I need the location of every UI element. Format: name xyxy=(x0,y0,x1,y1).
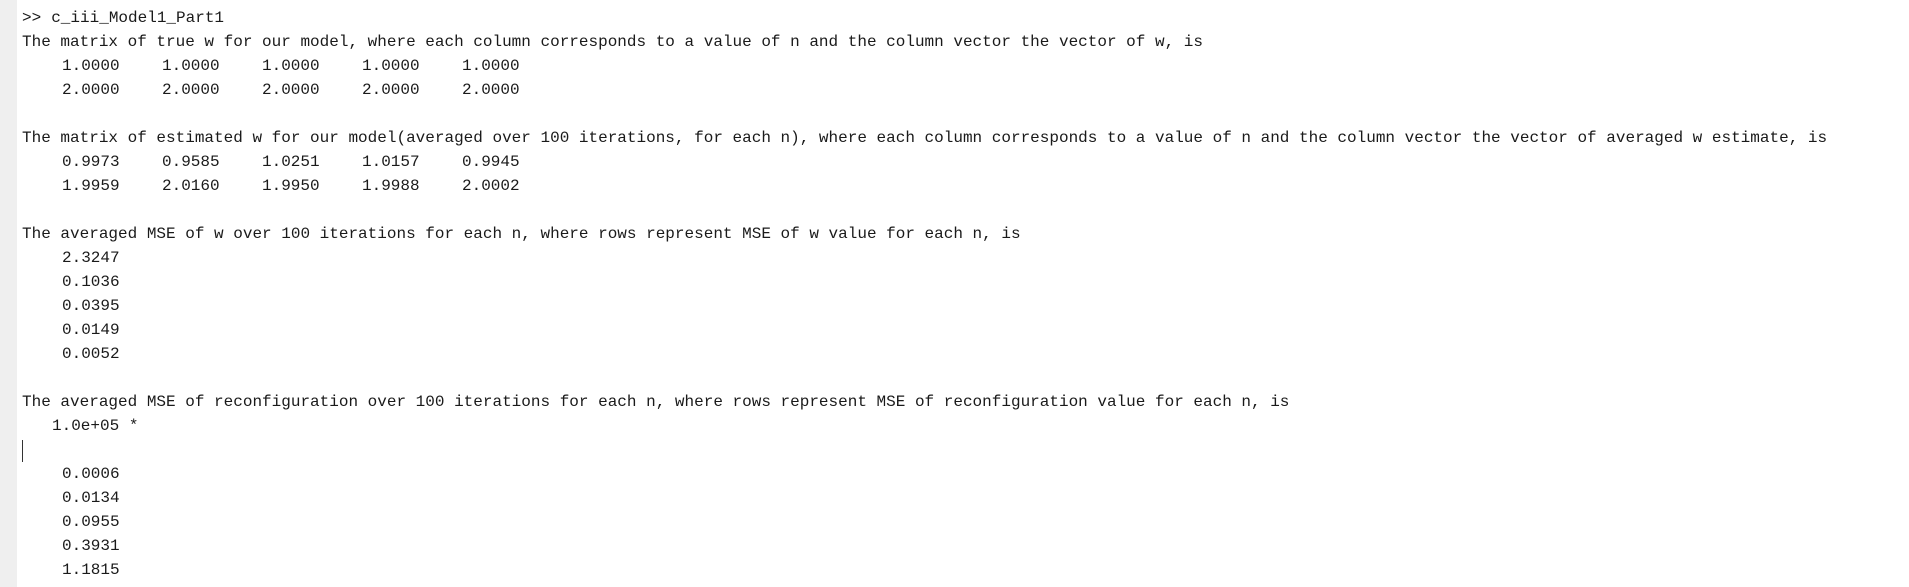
matrix-cell: 1.0000 xyxy=(262,57,320,75)
matrix-cell: 2.0002 xyxy=(462,177,520,195)
caret-line xyxy=(22,438,1909,462)
matrix-cell: 0.9585 xyxy=(162,153,220,171)
prompt-symbol: >> xyxy=(22,9,42,27)
matrix-cell: 2.0000 xyxy=(262,81,320,99)
mse-reconfig-value: 0.3931 xyxy=(62,537,120,555)
estimated-w-row-2 xyxy=(22,174,1909,198)
mse-reconfig-description: The averaged MSE of reconfiguration over 100 iterations for each n, where rows represent MSE of reconfiguration value for each n, is xyxy=(22,393,1290,411)
blank-line xyxy=(22,102,1909,126)
true-w-row-2 xyxy=(22,78,1909,102)
matrix-cell: 1.0000 xyxy=(462,57,520,75)
estimated-w-description: The matrix of estimated w for our model(averaged over 100 iterations, for each n), where each column corresponds to a value of n and the column vector the vector of averaged w estimate, is xyxy=(22,129,1828,147)
mse-reconfig-value: 0.0006 xyxy=(62,465,120,483)
matrix-cell: 1.0157 xyxy=(362,153,420,171)
true-w-row-1 xyxy=(22,54,1909,78)
matrix-cell: 1.9959 xyxy=(62,177,120,195)
mse-reconfig-value: 0.0134 xyxy=(62,489,120,507)
mse-w-value: 0.0395 xyxy=(62,297,120,315)
matrix-cell: 2.0000 xyxy=(162,81,220,99)
mse-w-value: 0.0052 xyxy=(62,345,120,363)
estimated-w-row-1 xyxy=(22,150,1909,174)
mse-w-description: The averaged MSE of w over 100 iterations for each n, where rows represent MSE of w value for each n, is xyxy=(22,225,1021,243)
command-text: c_iii_Model1_Part1 xyxy=(51,9,225,27)
mse-w-value: 0.1036 xyxy=(62,273,120,291)
text-cursor xyxy=(22,440,23,462)
command-line xyxy=(22,6,1909,30)
mse-w-value: 0.0149 xyxy=(62,321,120,339)
console-left-gutter xyxy=(0,0,17,587)
scale-factor: 1.0e+05 * xyxy=(52,417,139,435)
mse-reconfig-value: 0.0955 xyxy=(62,513,120,531)
matrix-cell: 2.0000 xyxy=(62,81,120,99)
command-window-output[interactable] xyxy=(22,6,1909,587)
matrix-cell: 1.0251 xyxy=(262,153,320,171)
matrix-cell: 1.9988 xyxy=(362,177,420,195)
matrix-cell: 1.0000 xyxy=(362,57,420,75)
matrix-cell: 2.0160 xyxy=(162,177,220,195)
blank-line xyxy=(22,198,1909,222)
mse-w-value: 2.3247 xyxy=(62,249,120,267)
mse-reconfig-value: 1.1815 xyxy=(62,561,120,579)
matrix-cell: 1.0000 xyxy=(62,57,120,75)
matrix-cell: 1.0000 xyxy=(162,57,220,75)
matrix-cell: 2.0000 xyxy=(362,81,420,99)
matrix-cell: 0.9973 xyxy=(62,153,120,171)
blank-line xyxy=(22,366,1909,390)
matrix-cell: 2.0000 xyxy=(462,81,520,99)
matrix-cell: 1.9950 xyxy=(262,177,320,195)
matrix-cell: 0.9945 xyxy=(462,153,520,171)
true-w-description: The matrix of true w for our model, where each column corresponds to a value of n and the column vector the vector of w, is xyxy=(22,33,1203,51)
